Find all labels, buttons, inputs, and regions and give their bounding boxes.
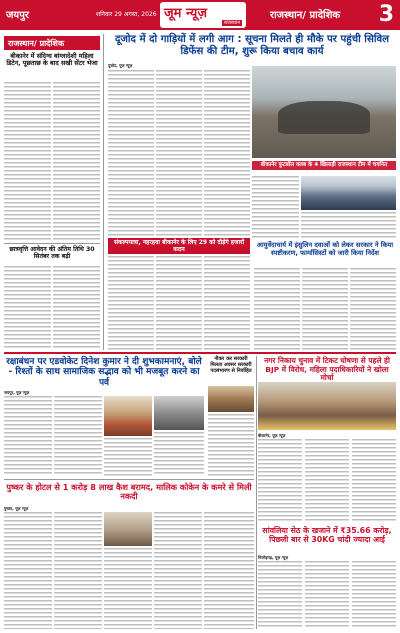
lead-body-col3 — [204, 70, 250, 236]
army-body — [208, 414, 254, 476]
protest-photo — [258, 382, 396, 430]
ayurveda-body-col3 — [350, 268, 396, 350]
story-scholarship-body — [4, 266, 51, 350]
army-story-photo — [208, 386, 254, 412]
bjp-headline: नगर निकाय चुनाव में टिकट घोषणा से पहले ही BJP में विरोध, महिला पदाधिकारियों ने खोला मोर्चा — [264, 356, 390, 383]
section-label — [4, 36, 100, 50]
silver-headline: सांवलिया सेठ के खजाने में ₹35.66 करोड़, पिछली बार से 30KG चांदी ज्यादा आई — [262, 526, 392, 544]
football-body-col1 — [252, 176, 299, 238]
story-scholarship-body-2 — [53, 266, 100, 350]
story-bangladeshi-headline: बीकानेर में संदिग्ध बांग्लादेशी महिला डिटेन, पूछताछ के बाद सखी सेंटर भेजा — [6, 52, 98, 68]
hotel-byline: पुष्कर, यूज़ न्यूज़ — [4, 506, 29, 511]
column-rule — [103, 34, 104, 350]
lead-body-col2 — [156, 70, 202, 236]
football-headline: बीकानेर फुटबॉल क्लब के 4 खिलाड़ी राजस्थान टीम में चयनित — [252, 161, 396, 170]
rakhi-body-col3 — [104, 438, 152, 476]
silver-body-col3 — [352, 561, 396, 629]
masthead-city: जयपुर — [6, 10, 29, 21]
page-number: 3 — [378, 2, 394, 27]
silver-byline: चित्तौड़गढ़, यूज़ न्यूज़ — [258, 555, 289, 560]
sankalp-body-col1 — [108, 256, 154, 350]
football-team-photo — [301, 176, 396, 210]
advocate-photo — [154, 396, 204, 430]
ayurveda-headline: आयुर्वेदाचार्य में इंसुलिन दवाओं को लेकर सरकार ने किया स्पष्टीकरण, फार्मासिस्टों को जारी किया निर्देश — [256, 241, 394, 257]
rakhi-photo — [104, 396, 152, 436]
lead-byline: दूजोद, यूज़ न्यूज़ — [108, 63, 133, 68]
ayurveda-body-col2 — [302, 268, 348, 350]
lead-headline: दूजोद में दो गाड़ियों में लगी आग : सूचना मिलते ही मौके पर पहुंची सिविल डिफेंस की टीम, शुरू किया बचाव कार्य — [114, 34, 390, 57]
rakhi-headline: रक्षाबंधन पर एडवोकेट दिनेश कुमार ने दी शुभकामनाएं, बोले - रिश्तों के साथ सामाजिक सद्भाव को भी मजबूत करने का पर्व — [6, 357, 202, 388]
sankalp-body-col3 — [204, 256, 250, 350]
masthead-date: शनिवार 29 अगस्त, 2026 — [96, 11, 157, 18]
football-body-col2 — [301, 212, 396, 238]
ayurveda-body-col1 — [254, 268, 300, 350]
army-headline: नौकर कर सरकारी मिलता अवसर सरकारी पदसंभारण से निर्वाहित — [210, 356, 252, 374]
burnt-car-photo — [252, 66, 396, 158]
divider — [4, 243, 100, 244]
logo-name: जूम न्यूज़ — [164, 6, 207, 21]
bjp-body-col2 — [305, 439, 349, 523]
section-label-text: राजस्थान/ प्रादेशिक — [8, 39, 65, 48]
logo-tag: राजस्थान — [223, 20, 240, 26]
rakhi-body-col4 — [154, 432, 204, 476]
sankalp-body-col2 — [156, 256, 202, 350]
section-divider — [4, 352, 396, 354]
hotel-body-col4 — [154, 512, 202, 629]
rakhi-body-col1 — [4, 396, 52, 476]
masthead — [0, 0, 400, 30]
story-bangladeshi-body-2 — [53, 82, 100, 240]
rakhi-body-col2 — [54, 396, 102, 476]
sankalp-headline: संकल्पयात्रा, नहरहवा बीकानेर के लिए 29 को दौड़ेंगे हजारों कदम — [108, 238, 250, 254]
lead-body-col1 — [108, 70, 154, 236]
hotel-body-col1 — [4, 512, 52, 629]
masthead-section: राजस्थान/ प्रादेशिक — [270, 10, 341, 21]
hotel-story-photo — [104, 512, 152, 546]
divider — [4, 479, 254, 480]
bjp-byline: बीकानेर, यूज़ न्यूज़ — [258, 433, 286, 438]
hotel-body-col2 — [54, 512, 102, 629]
story-bangladeshi-body — [4, 82, 51, 240]
silver-body-col1 — [258, 561, 302, 629]
hotel-headline: पुष्कर के होटल से 1 करोड़ 8 लाख कैश बरामद, मालिक कोकेन के कमरे से मिली नकदी — [6, 482, 252, 502]
hotel-body-col5 — [204, 512, 254, 629]
bjp-body-col1 — [258, 439, 302, 523]
newspaper-logo — [160, 2, 246, 28]
rakhi-byline: जयपुर, यूज़ न्यूज़ — [4, 390, 30, 395]
hotel-body-col3 — [104, 548, 152, 629]
silver-body-col2 — [305, 561, 349, 629]
column-rule — [256, 356, 257, 629]
story-scholarship-headline: छात्रवृत्ति आवेदन की अंतिम तिथि 30 सितंबर तक बढ़ी — [9, 246, 95, 261]
bjp-body-col3 — [352, 439, 396, 523]
